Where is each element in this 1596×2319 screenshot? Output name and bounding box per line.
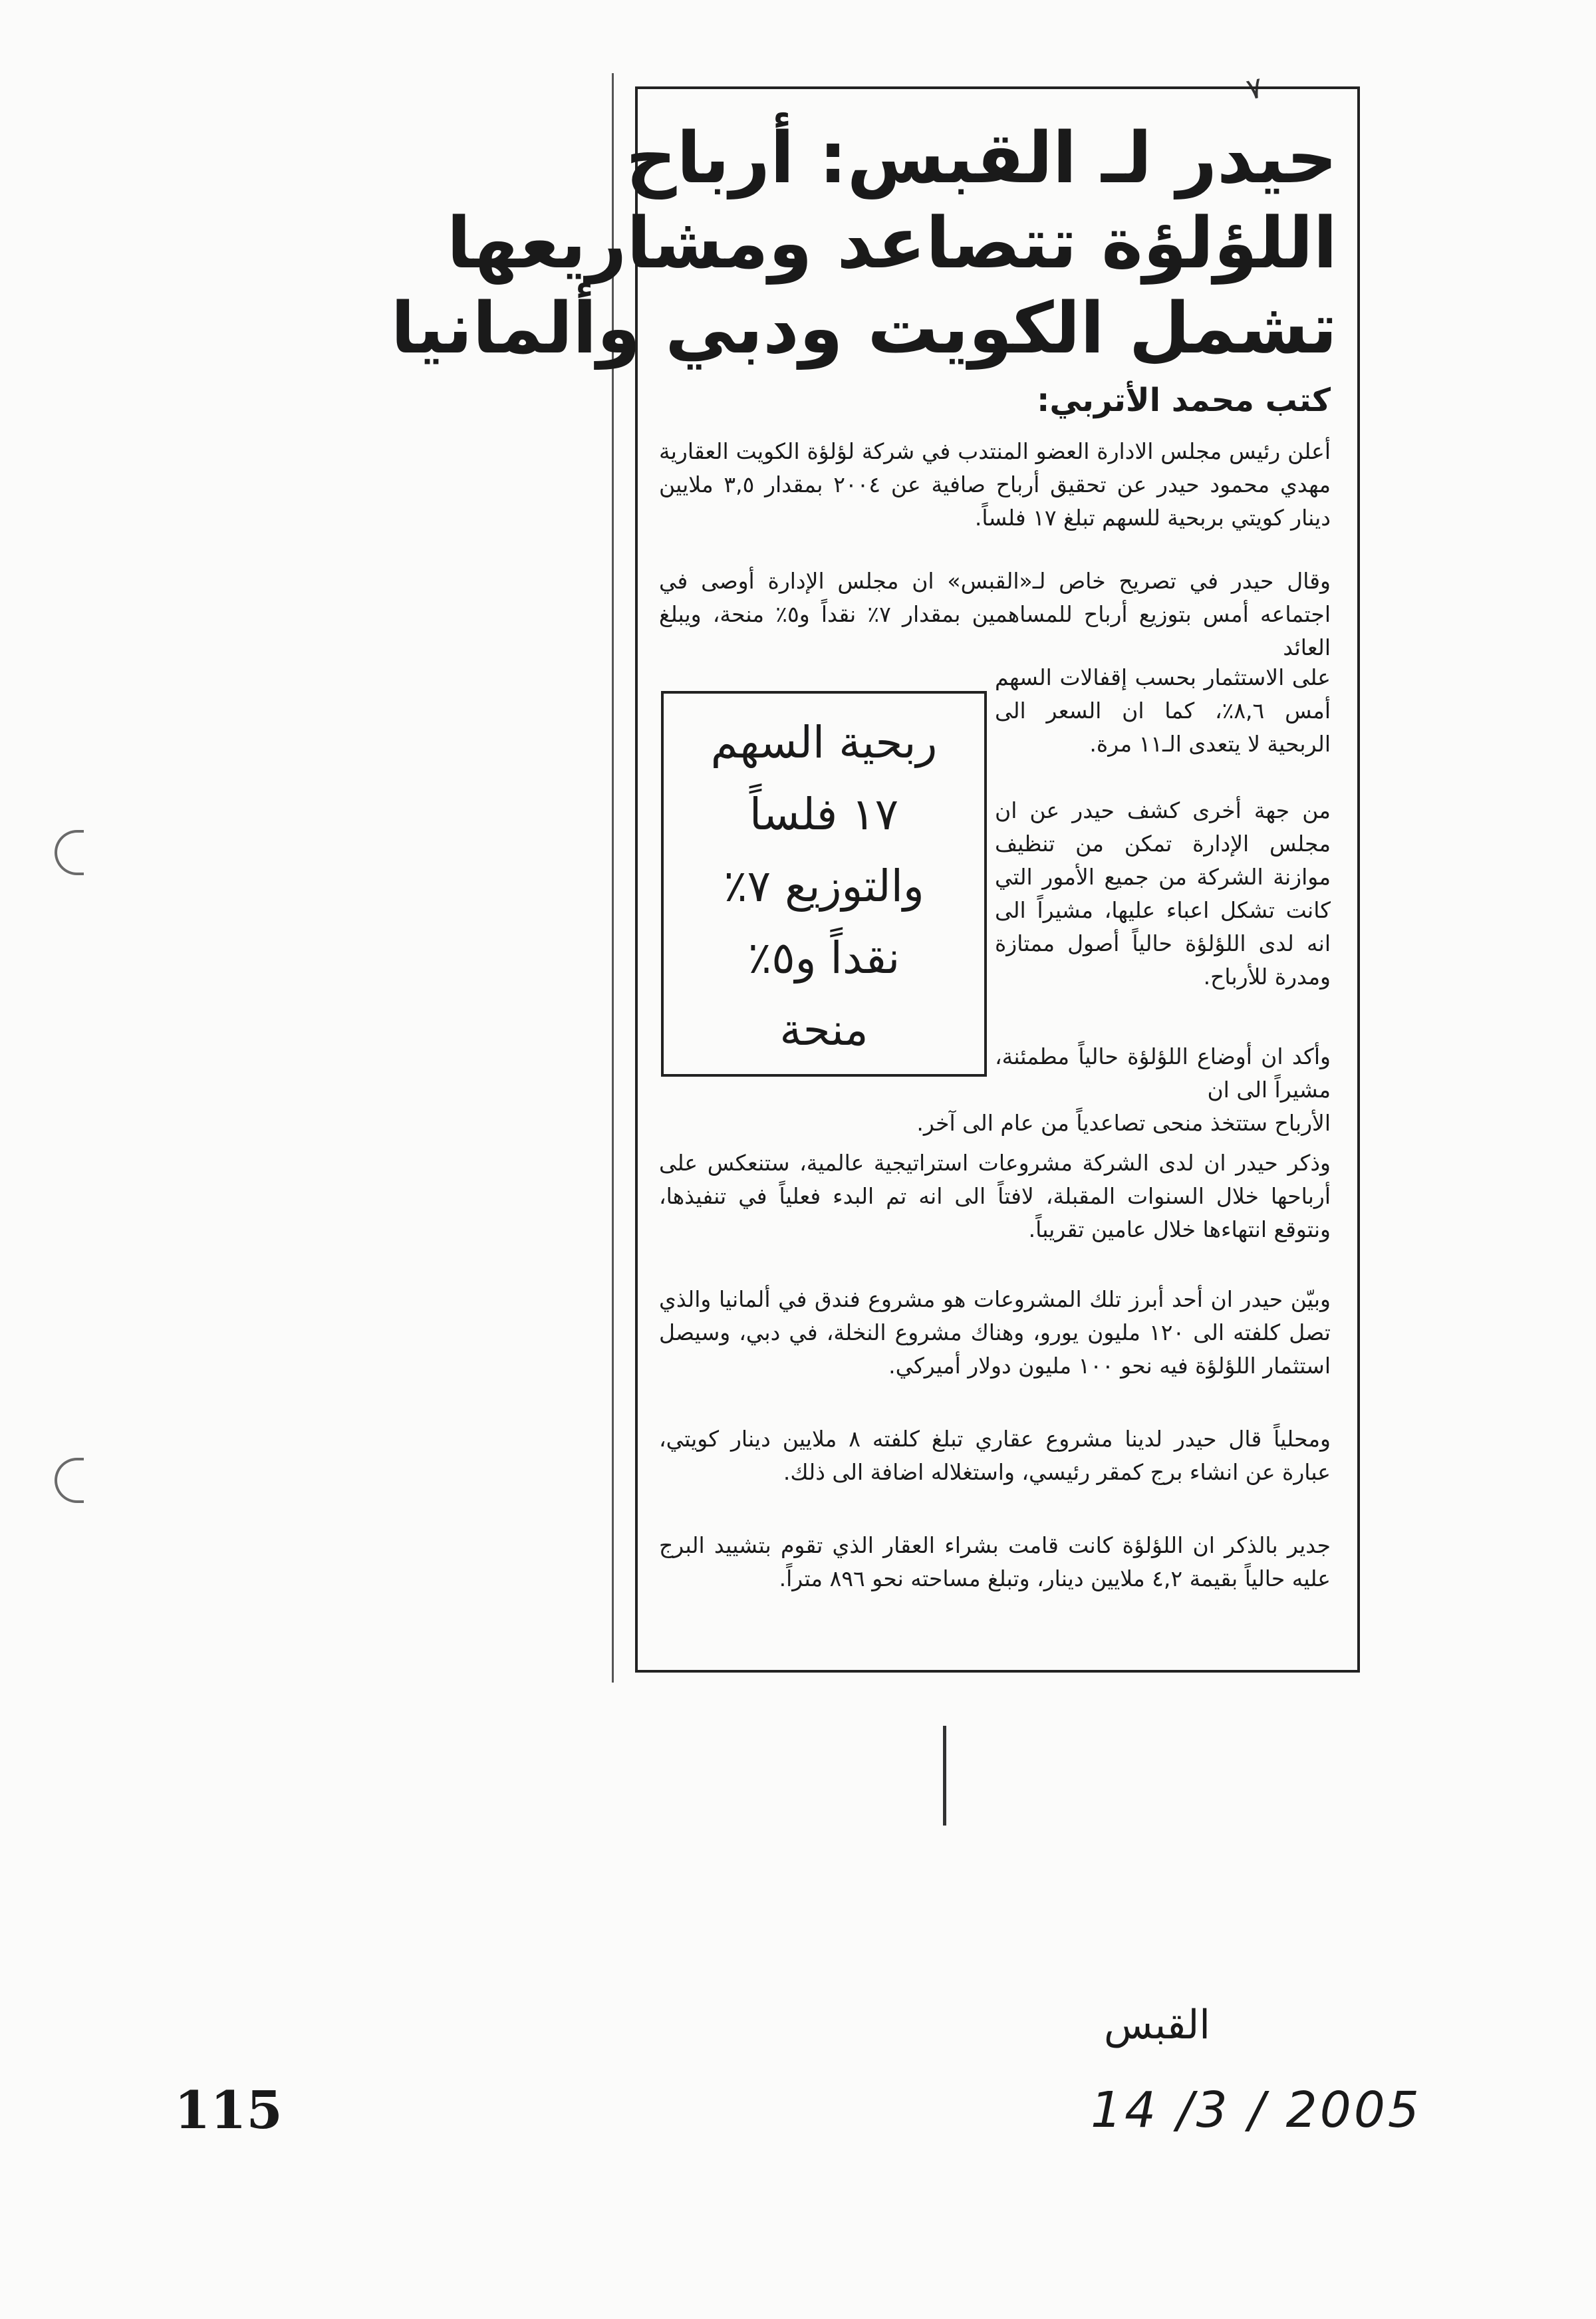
punch-hole-top <box>55 830 84 875</box>
pull-quote-box <box>661 691 987 1077</box>
headline <box>390 116 1337 371</box>
paragraph-5b: الأرباح ستتخذ منحى تصاعدياً من عام الى آخر. <box>916 1110 1331 1136</box>
source-name-handwritten: القبس <box>1104 2002 1210 2048</box>
headline-line-2: اللؤلؤة تتصاعد ومشاريعها <box>446 202 1337 284</box>
clipping-corner-mark: ٧ <box>1243 70 1266 107</box>
paragraph-9: جدير بالذكر ان اللؤلؤة كانت قامت بشراء العقار الذي تقوم بتشييد البرج عليه حالياً بقيمة ٤,٢ ملايين دينار، وتبلغ مساحته نحو ٨٩٦ متراً. <box>659 1532 1331 1591</box>
pull-quote-line-5: منحة <box>779 1004 868 1055</box>
handwritten-mark <box>943 1726 946 1826</box>
paragraph-2: وقال حيدر في تصريح خاص لـ«القبس» ان مجلس الإدارة أوصى في اجتماعه أمس بتوزيع أرباح للمساهمين بمقدار ٧٪ نقداً و٥٪ منحة، ويبلغ العائد <box>659 568 1331 660</box>
headline-line-1: حيدر لـ القبس: أرباح <box>626 117 1337 199</box>
paragraph-1: أعلن رئيس مجلس الادارة العضو المنتدب في شركة لؤلؤة الكويت العقارية مهدي محمود حيدر عن تحقيق أرباح صافية عن ٢٠٠٤ بمقدار ٣,٥ ملايين دينار كويتي بربحية للسهم تبلغ ١٧ فلساً. <box>659 438 1331 531</box>
paragraph-7: وبيّن حيدر ان أحد أبرز تلك المشروعات هو مشروع فندق في ألمانيا والذي تصل كلفته الى ١٢٠ مليون يورو، وهناك مشروع النخلة، في دبي، وسيصل استثمار اللؤلؤة فيه نحو ١٠٠ مليون دولار أميركي. <box>659 1286 1331 1379</box>
paragraph-8: ومحلياً قال حيدر لدينا مشروع عقاري تبلغ كلفته ٨ ملايين دينار كويتي، عبارة عن انشاء برج كمقر رئيسي، واستغلاله اضافة الى ذلك. <box>659 1426 1331 1485</box>
pull-quote-line-1: ربحية السهم <box>710 717 938 768</box>
pull-quote-line-2: ١٧ فلساً <box>749 789 899 840</box>
punch-hole-bottom <box>55 1458 84 1503</box>
paragraph-3: على الاستثمار بحسب إقفالات السهم أمس ٨,٦٪، كما ان السعر الى الربحية لا يتعدى الـ١١ مرة. <box>995 664 1331 757</box>
pull-quote-line-4: نقداً و٥٪ <box>747 932 900 984</box>
paragraph-4: من جهة أخرى كشف حيدر عن ان مجلس الإدارة تمكن من تنظيف موازنة الشركة من جميع الأمور التي كانت تشكل اعباء عليها، مشيراً الى انه لدى اللؤلؤة حالياً أصول ممتازة ومدرة للأرباح. <box>995 797 1331 990</box>
byline: كتب محمد الأتربي: <box>1037 382 1331 419</box>
page-number: 115 <box>174 2080 283 2141</box>
date-handwritten: 14 /3 / 2005 <box>1091 2082 1422 2139</box>
newspaper-clipping <box>390 86 1360 1673</box>
pull-quote-line-3: والتوزيع ٧٪ <box>724 861 924 912</box>
paragraph-6: وذكر حيدر ان لدى الشركة مشروعات استراتيجية عالمية، ستنعكس على أرباحها خلال السنوات المقبلة، لافتاً الى انه تم البدء فعلياً في تنفيذها، ونتوقع انتهاءها خلال عامين تقريباً. <box>659 1150 1331 1242</box>
headline-line-3: تشمل الكويت ودبي وألمانيا <box>390 287 1337 369</box>
paragraph-5: وأكد ان أوضاع اللؤلؤة حالياً مطمئنة، مشيراً الى ان <box>995 1043 1331 1103</box>
